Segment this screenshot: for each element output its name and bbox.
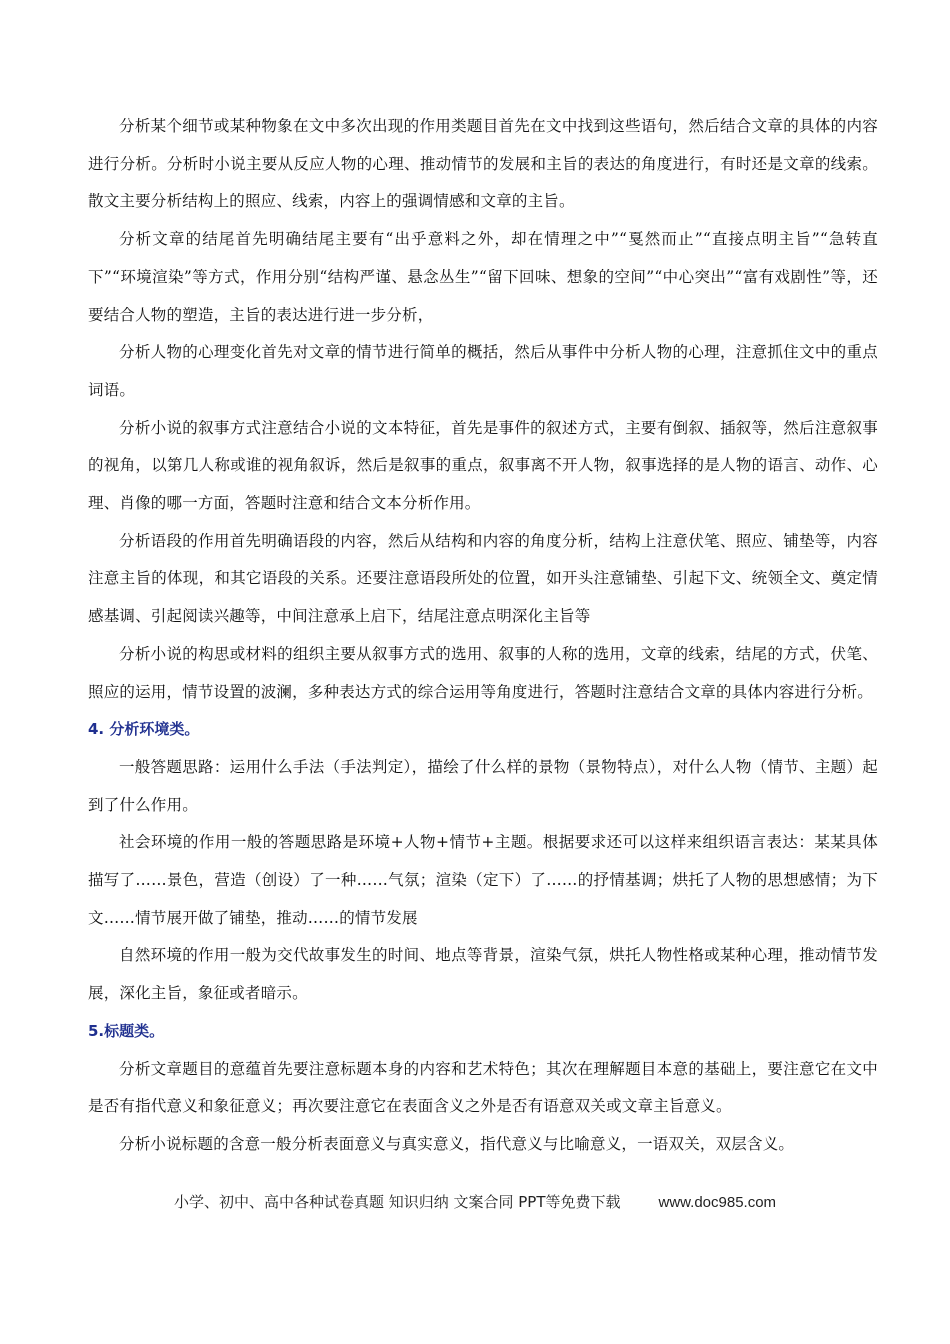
footer-url[interactable]: www.doc985.com — [658, 1194, 777, 1211]
footer-text: 小学、初中、高中各种试卷真题 知识归纳 文案合同 PPT等免费下载 — [173, 1193, 621, 1211]
paragraph-narrative-analysis: 分析小说的叙事方式注意结合小说的文本特征，首先是事件的叙述方式，主要有倒叙、插叙等，然后注意叙事的视角，以第几人称或谁的视角叙诉，然后是叙事的重点，叙事离不开人物，叙事选择的是人物的语言、动作、心理、肖像的哪一方面，答题时注意和结合文本分析作用。 — [88, 418, 878, 513]
section-heading-environment: 4. 分析环境类。 — [88, 720, 200, 739]
document-body — [88, 108, 878, 1164]
section-heading-title: 5.标题类。 — [88, 1021, 165, 1040]
paragraph-structure-analysis: 分析小说的构思或材料的组织主要从叙事方式的选用、叙事的人称的选用，文章的线索，结尾的方式，伏笔、照应的运用，情节设置的波澜，多种表达方式的综合运用等角度进行，答题时注意结合文章的具体内容进行分析。 — [88, 644, 878, 701]
paragraph-section-analysis: 分析语段的作用首先明确语段的内容，然后从结构和内容的角度分析，结构上注意伏笔、照应、铺垫等，内容注意主旨的体现，和其它语段的关系。还要注意语段所处的位置，如开头注意铺垫、引起下文、统领全文、奠定情感基调、引起阅读兴趣等，中间注意承上启下，结尾注意点明深化主旨等 — [88, 531, 878, 626]
paragraph-novel-title: 分析小说标题的含意一般分析表面意义与真实意义，指代意义与比喻意义，一语双关，双层含义。 — [119, 1134, 795, 1153]
paragraph-psychology-analysis: 分析人物的心理变化首先对文章的情节进行简单的概括，然后从事件中分析人物的心理，注意抓住文中的重点词语。 — [88, 343, 878, 399]
paragraph-ending-analysis: 分析文章的结尾首先明确结尾主要有“出乎意料之外，却在情理之中”“戛然而止”“直接点明主旨”“急转直下”“环境渲染”等方式，作用分别“结构严谨、悬念丛生”“留下回味、想象的空间”“中心突出”“富有戏剧性”等，还要结合人物的塑造，主旨的表达进行进一步分析， — [88, 230, 878, 324]
page-footer — [0, 1187, 950, 1218]
paragraph-detail-analysis: 分析某个细节或某种物象在文中多次出现的作用类题目首先在文中找到这些语句，然后结合文章的具体的内容进行分析。分析时小说主要从反应人物的心理、推动情节的发展和主旨的表达的角度进行，有时还是文章的线索。散文主要分析结构上的照应、线索，内容上的强调情感和文章的主旨。 — [88, 117, 878, 211]
paragraph-title-meaning: 分析文章题目的意蕴首先要注意标题本身的内容和艺术特色；其次在理解题目本意的基础上，要注意它在文中是否有指代意义和象征意义；再次要注意它在表面含义之外是否有语意双关或文章主旨意义。 — [88, 1059, 878, 1116]
paragraph-general-approach: 一般答题思路：运用什么手法（手法判定），描绘了什么样的景物（景物特点），对什么人物（情节、主题）起到了什么作用。 — [88, 757, 878, 814]
paragraph-natural-environment: 自然环境的作用一般为交代故事发生的时间、地点等背景，渲染气氛，烘托人物性格或某种心理，推动情节发展，深化主旨，象征或者暗示。 — [88, 946, 878, 1003]
paragraph-social-environment: 社会环境的作用一般的答题思路是环境+人物+情节+主题。根据要求还可以这样来组织语言表达：某某具体描写了……景色，营造（创设）了一种……气氛；渲染（定下）了……的抒情基调；烘托了人物的思想感情；为下文……情节展开做了铺垫，推动……的情节发展 — [88, 833, 878, 927]
